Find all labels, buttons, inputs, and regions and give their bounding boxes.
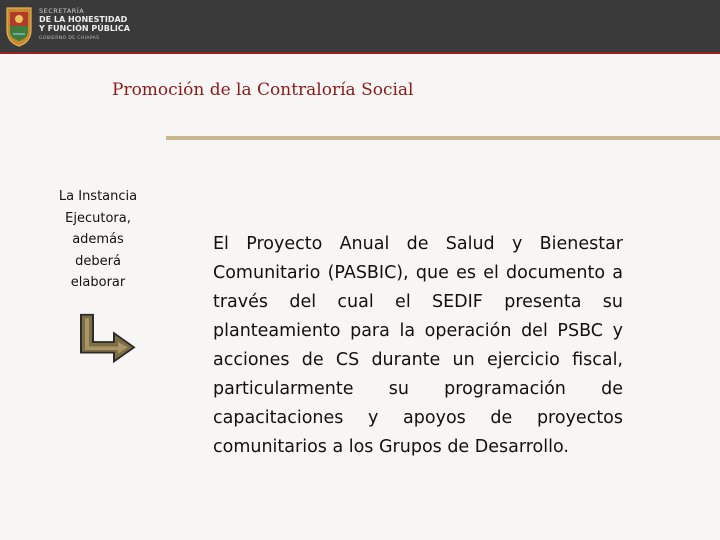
organization-name <box>39 7 130 41</box>
down-right-arrow-icon <box>76 313 138 363</box>
coat-of-arms-logo <box>4 4 34 48</box>
left-note-line: deberá <box>75 253 121 269</box>
org-line-4: GOBIERNO DE CHIAPAS <box>39 36 100 41</box>
left-note-line: La Instancia <box>58 189 138 204</box>
left-note <box>38 186 158 294</box>
left-note-line: Ejecutora, <box>65 210 131 226</box>
header-bar <box>0 0 720 52</box>
left-note-line: además <box>72 232 124 247</box>
org-line-1: SECRETARÍA <box>39 7 85 15</box>
title-divider <box>166 136 720 140</box>
org-line-2: DE LA HONESTIDAD <box>39 15 128 24</box>
left-note-line: elaborar <box>70 275 126 290</box>
org-line-3: Y FUNCIÓN PÚBLICA <box>39 24 130 33</box>
body-paragraph: El Proyecto Anual de Salud y Bienestar Comunitario (PASBIC), que es el documento a través del cual el SEDIF presenta su planteamiento para la operación del PSBC y acciones de CS durante un ejercicio fiscal, particularmente su programación de capacitaciones y apoyos de proyectos comunitarios a los Grupos de Desarrollo. <box>213 234 623 457</box>
header-accent-line <box>0 52 720 66</box>
slide-title: Promoción de la Contraloría Social <box>112 80 414 100</box>
